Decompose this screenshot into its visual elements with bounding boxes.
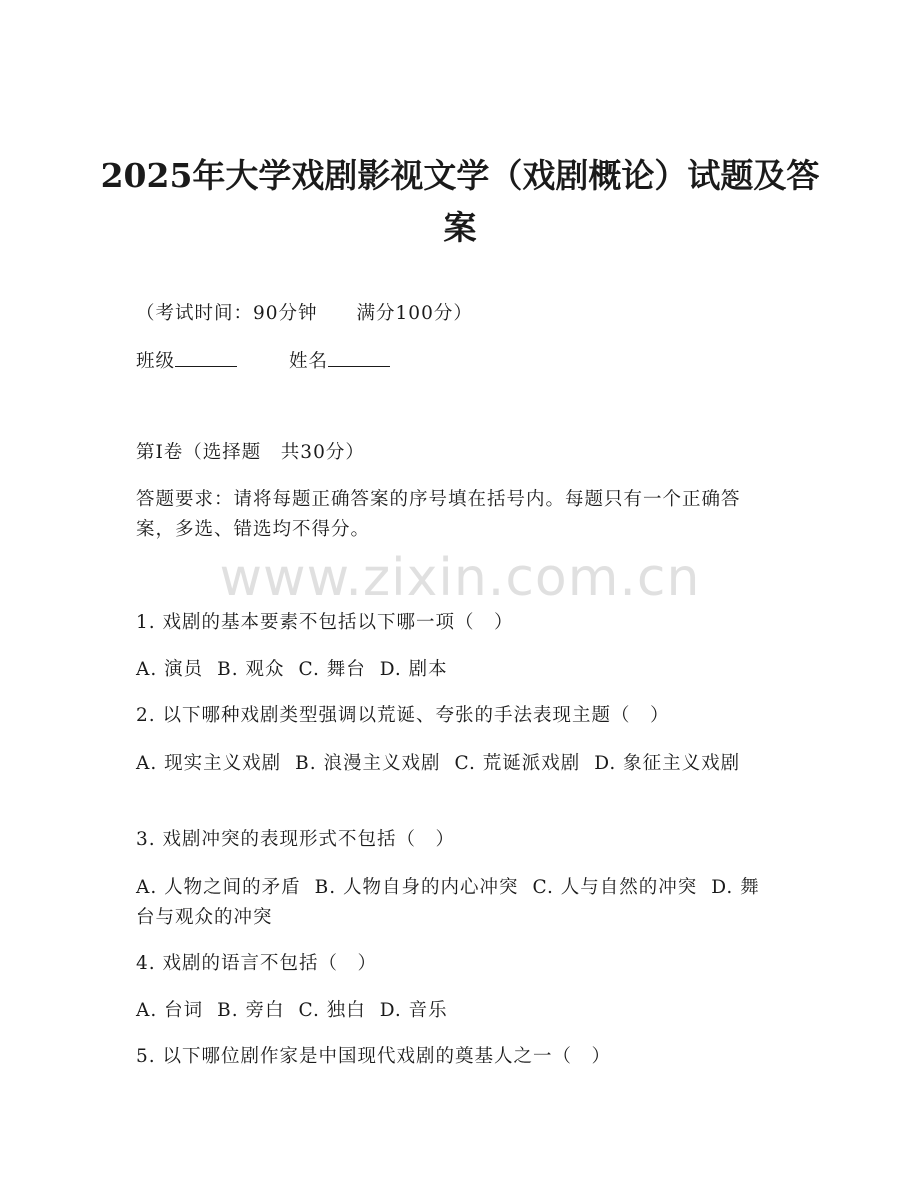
question-4-option-c: C. 独白 bbox=[298, 1000, 366, 1021]
instructions: 答题要求：请将每题正确答案的序号填在括号内。每题只有一个正确答案，多选、错选均不得分。 bbox=[136, 489, 741, 540]
class-blank[interactable] bbox=[175, 348, 237, 367]
question-4-option-d: D. 音乐 bbox=[379, 1000, 448, 1021]
question-2-option-b: B. 浪漫主义戏剧 bbox=[295, 753, 441, 774]
question-2-option-a: A. 现实主义戏剧 bbox=[136, 753, 282, 774]
question-1-option-b: B. 观众 bbox=[217, 659, 285, 680]
question-4-options bbox=[136, 997, 448, 1025]
name-blank[interactable] bbox=[328, 348, 390, 367]
question-2-option-c: C. 荒诞派戏剧 bbox=[454, 753, 581, 774]
question-2-stem: 2. 以下哪种戏剧类型强调以荒诞、夸张的手法表现主题（ ） bbox=[136, 705, 670, 726]
question-3-option-c: C. 人与自然的冲突 bbox=[532, 877, 698, 898]
question-5-stem: 5. 以下哪位剧作家是中国现代戏剧的奠基人之一（ ） bbox=[136, 1046, 612, 1067]
exam-info: （考试时间：90分钟 满分100分） bbox=[136, 303, 473, 324]
question-3-stem: 3. 戏剧冲突的表现形式不包括（ ） bbox=[136, 829, 456, 850]
question-2-options bbox=[136, 749, 776, 779]
question-3-option-b: B. 人物自身的内心冲突 bbox=[314, 877, 519, 898]
question-4-option-a: A. 台词 bbox=[136, 1000, 204, 1021]
question-3-option-d: D. 舞台与观众的冲突 bbox=[136, 877, 760, 928]
section-title: 第Ⅰ卷（选择题 共30分） bbox=[136, 442, 365, 463]
class-label: 班级 bbox=[136, 351, 176, 372]
question-4-option-b: B. 旁白 bbox=[217, 1000, 285, 1021]
question-1-stem: 1. 戏剧的基本要素不包括以下哪一项（ ） bbox=[136, 612, 514, 633]
question-3-options bbox=[136, 873, 776, 933]
question-2-option-d: D. 象征主义戏剧 bbox=[594, 753, 741, 774]
question-1-option-c: C. 舞台 bbox=[298, 659, 366, 680]
student-info-row bbox=[136, 348, 390, 376]
question-1-option-a: A. 演员 bbox=[136, 659, 204, 680]
question-4-stem: 4. 戏剧的语言不包括（ ） bbox=[136, 953, 378, 974]
watermark: www.zixin.com.cn bbox=[219, 548, 701, 608]
question-1-option-d: D. 剧本 bbox=[379, 659, 448, 680]
name-label: 姓名 bbox=[289, 351, 329, 372]
document-title: 2025年大学戏剧影视文学（戏剧概论）试题及答案 bbox=[100, 156, 820, 247]
question-3-option-a: A. 人物之间的矛盾 bbox=[136, 877, 301, 898]
question-1-options bbox=[136, 656, 448, 684]
